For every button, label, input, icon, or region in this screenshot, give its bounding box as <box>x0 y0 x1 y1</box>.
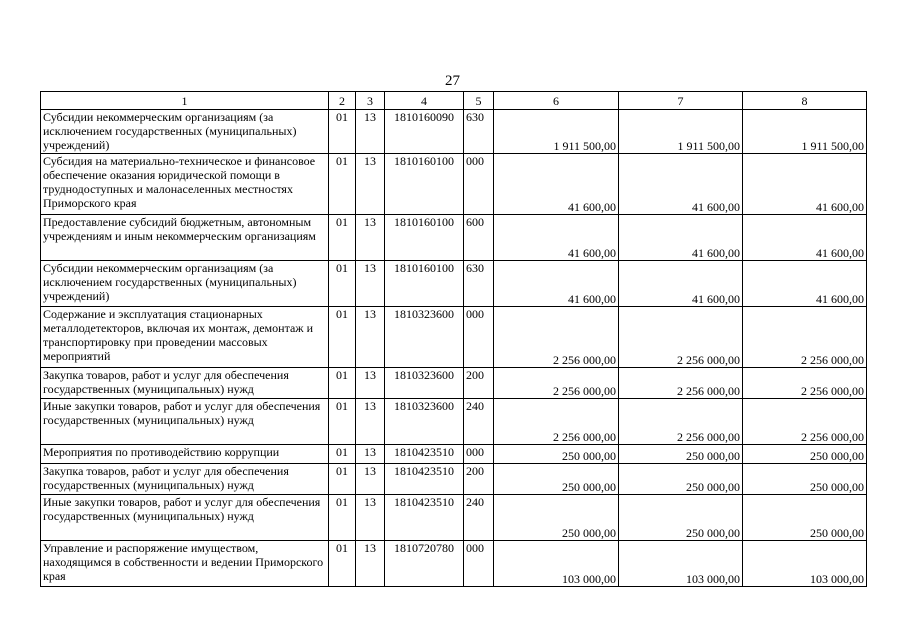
table-row <box>41 261 867 307</box>
row-target-code: 1810160100 <box>385 215 464 261</box>
column-header: 8 <box>743 92 867 110</box>
row-amount-col8: 250 000,00 <box>743 495 867 541</box>
row-amount-col8: 2 256 000,00 <box>743 399 867 445</box>
row-expense-type: 630 <box>464 261 494 307</box>
row-section: 01 <box>329 541 356 587</box>
row-expense-type: 000 <box>464 445 494 464</box>
row-subsection: 13 <box>356 307 385 368</box>
row-name: Иные закупки товаров, работ и услуг для обеспечения государственных (муниципальных) нужд <box>41 495 329 541</box>
row-target-code: 1810423510 <box>385 445 464 464</box>
row-amount-col6: 2 256 000,00 <box>494 368 619 399</box>
table-row <box>41 541 867 587</box>
row-amount-col6: 103 000,00 <box>494 541 619 587</box>
row-target-code: 1810160100 <box>385 154 464 215</box>
page-number: 27 <box>445 73 460 89</box>
row-subsection: 13 <box>356 215 385 261</box>
row-amount-col7: 250 000,00 <box>619 495 743 541</box>
row-subsection: 13 <box>356 495 385 541</box>
row-amount-col7: 2 256 000,00 <box>619 307 743 368</box>
row-section: 01 <box>329 495 356 541</box>
row-target-code: 1810160100 <box>385 261 464 307</box>
row-amount-col6: 41 600,00 <box>494 261 619 307</box>
row-amount-col8: 250 000,00 <box>743 445 867 464</box>
column-header: 7 <box>619 92 743 110</box>
row-section: 01 <box>329 399 356 445</box>
row-subsection: 13 <box>356 261 385 307</box>
row-subsection: 13 <box>356 399 385 445</box>
row-name: Закупка товаров, работ и услуг для обеспечения государственных (муниципальных) нужд <box>41 368 329 399</box>
row-target-code: 1810423510 <box>385 495 464 541</box>
row-amount-col6: 250 000,00 <box>494 445 619 464</box>
row-amount-col8: 2 256 000,00 <box>743 307 867 368</box>
column-header: 6 <box>494 92 619 110</box>
row-subsection: 13 <box>356 154 385 215</box>
row-section: 01 <box>329 464 356 495</box>
row-expense-type: 630 <box>464 110 494 154</box>
row-name: Закупка товаров, работ и услуг для обеспечения государственных (муниципальных) нужд <box>41 464 329 495</box>
row-expense-type: 240 <box>464 399 494 445</box>
row-amount-col8: 41 600,00 <box>743 215 867 261</box>
row-section: 01 <box>329 445 356 464</box>
row-target-code: 1810323600 <box>385 307 464 368</box>
column-header: 2 <box>329 92 356 110</box>
row-amount-col8: 103 000,00 <box>743 541 867 587</box>
row-amount-col8: 2 256 000,00 <box>743 368 867 399</box>
row-amount-col7: 1 911 500,00 <box>619 110 743 154</box>
row-name: Мероприятия по противодействию коррупции <box>41 445 329 464</box>
column-header: 1 <box>41 92 329 110</box>
row-amount-col6: 250 000,00 <box>494 495 619 541</box>
row-target-code: 1810323600 <box>385 399 464 445</box>
row-expense-type: 000 <box>464 541 494 587</box>
row-amount-col6: 2 256 000,00 <box>494 399 619 445</box>
row-target-code: 1810323600 <box>385 368 464 399</box>
row-amount-col7: 41 600,00 <box>619 154 743 215</box>
table-row <box>41 445 867 464</box>
row-expense-type: 200 <box>464 464 494 495</box>
row-section: 01 <box>329 368 356 399</box>
row-expense-type: 000 <box>464 154 494 215</box>
table-row <box>41 368 867 399</box>
row-section: 01 <box>329 261 356 307</box>
row-subsection: 13 <box>356 368 385 399</box>
row-name: Субсидии некоммерческим организациям (за исключением государственных (муниципальных) учреждений) <box>41 110 329 154</box>
budget-table <box>40 91 867 587</box>
row-amount-col8: 41 600,00 <box>743 261 867 307</box>
row-amount-col7: 41 600,00 <box>619 215 743 261</box>
row-amount-col7: 41 600,00 <box>619 261 743 307</box>
row-amount-col6: 41 600,00 <box>494 154 619 215</box>
row-amount-col8: 41 600,00 <box>743 154 867 215</box>
row-name: Иные закупки товаров, работ и услуг для обеспечения государственных (муниципальных) нужд <box>41 399 329 445</box>
row-amount-col7: 250 000,00 <box>619 445 743 464</box>
row-subsection: 13 <box>356 541 385 587</box>
row-name: Управление и распоряжение имуществом, находящимся в собственности и ведении Приморского края <box>41 541 329 587</box>
table-row <box>41 495 867 541</box>
row-target-code: 1810720780 <box>385 541 464 587</box>
column-header: 4 <box>385 92 464 110</box>
row-target-code: 1810423510 <box>385 464 464 495</box>
table-row <box>41 154 867 215</box>
row-name: Субсидия на материально-техническое и финансовое обеспечение оказания юридической помощи в труднодоступных и малонаселенных местностях Приморского края <box>41 154 329 215</box>
row-subsection: 13 <box>356 110 385 154</box>
row-amount-col6: 2 256 000,00 <box>494 307 619 368</box>
table-header-row <box>41 92 867 110</box>
column-header: 5 <box>464 92 494 110</box>
table-row <box>41 399 867 445</box>
row-section: 01 <box>329 110 356 154</box>
row-section: 01 <box>329 307 356 368</box>
table-row <box>41 215 867 261</box>
row-amount-col8: 1 911 500,00 <box>743 110 867 154</box>
row-amount-col7: 103 000,00 <box>619 541 743 587</box>
row-name: Содержание и эксплуатация стационарных металлодетекторов, включая их монтаж, демонтаж и транспортировку при проведении массовых мероприятий <box>41 307 329 368</box>
row-amount-col6: 1 911 500,00 <box>494 110 619 154</box>
row-expense-type: 600 <box>464 215 494 261</box>
table-row <box>41 464 867 495</box>
table-row <box>41 110 867 154</box>
row-expense-type: 240 <box>464 495 494 541</box>
table-row <box>41 307 867 368</box>
row-amount-col7: 250 000,00 <box>619 464 743 495</box>
column-header: 3 <box>356 92 385 110</box>
row-expense-type: 000 <box>464 307 494 368</box>
row-subsection: 13 <box>356 464 385 495</box>
row-amount-col6: 250 000,00 <box>494 464 619 495</box>
row-section: 01 <box>329 154 356 215</box>
row-target-code: 1810160090 <box>385 110 464 154</box>
row-name: Субсидии некоммерческим организациям (за исключением государственных (муниципальных) учреждений) <box>41 261 329 307</box>
row-name: Предоставление субсидий бюджетным, автономным учреждениям и иным некоммерческим организациям <box>41 215 329 261</box>
row-amount-col6: 41 600,00 <box>494 215 619 261</box>
row-section: 01 <box>329 215 356 261</box>
row-amount-col8: 250 000,00 <box>743 464 867 495</box>
row-amount-col7: 2 256 000,00 <box>619 399 743 445</box>
row-amount-col7: 2 256 000,00 <box>619 368 743 399</box>
row-subsection: 13 <box>356 445 385 464</box>
row-expense-type: 200 <box>464 368 494 399</box>
